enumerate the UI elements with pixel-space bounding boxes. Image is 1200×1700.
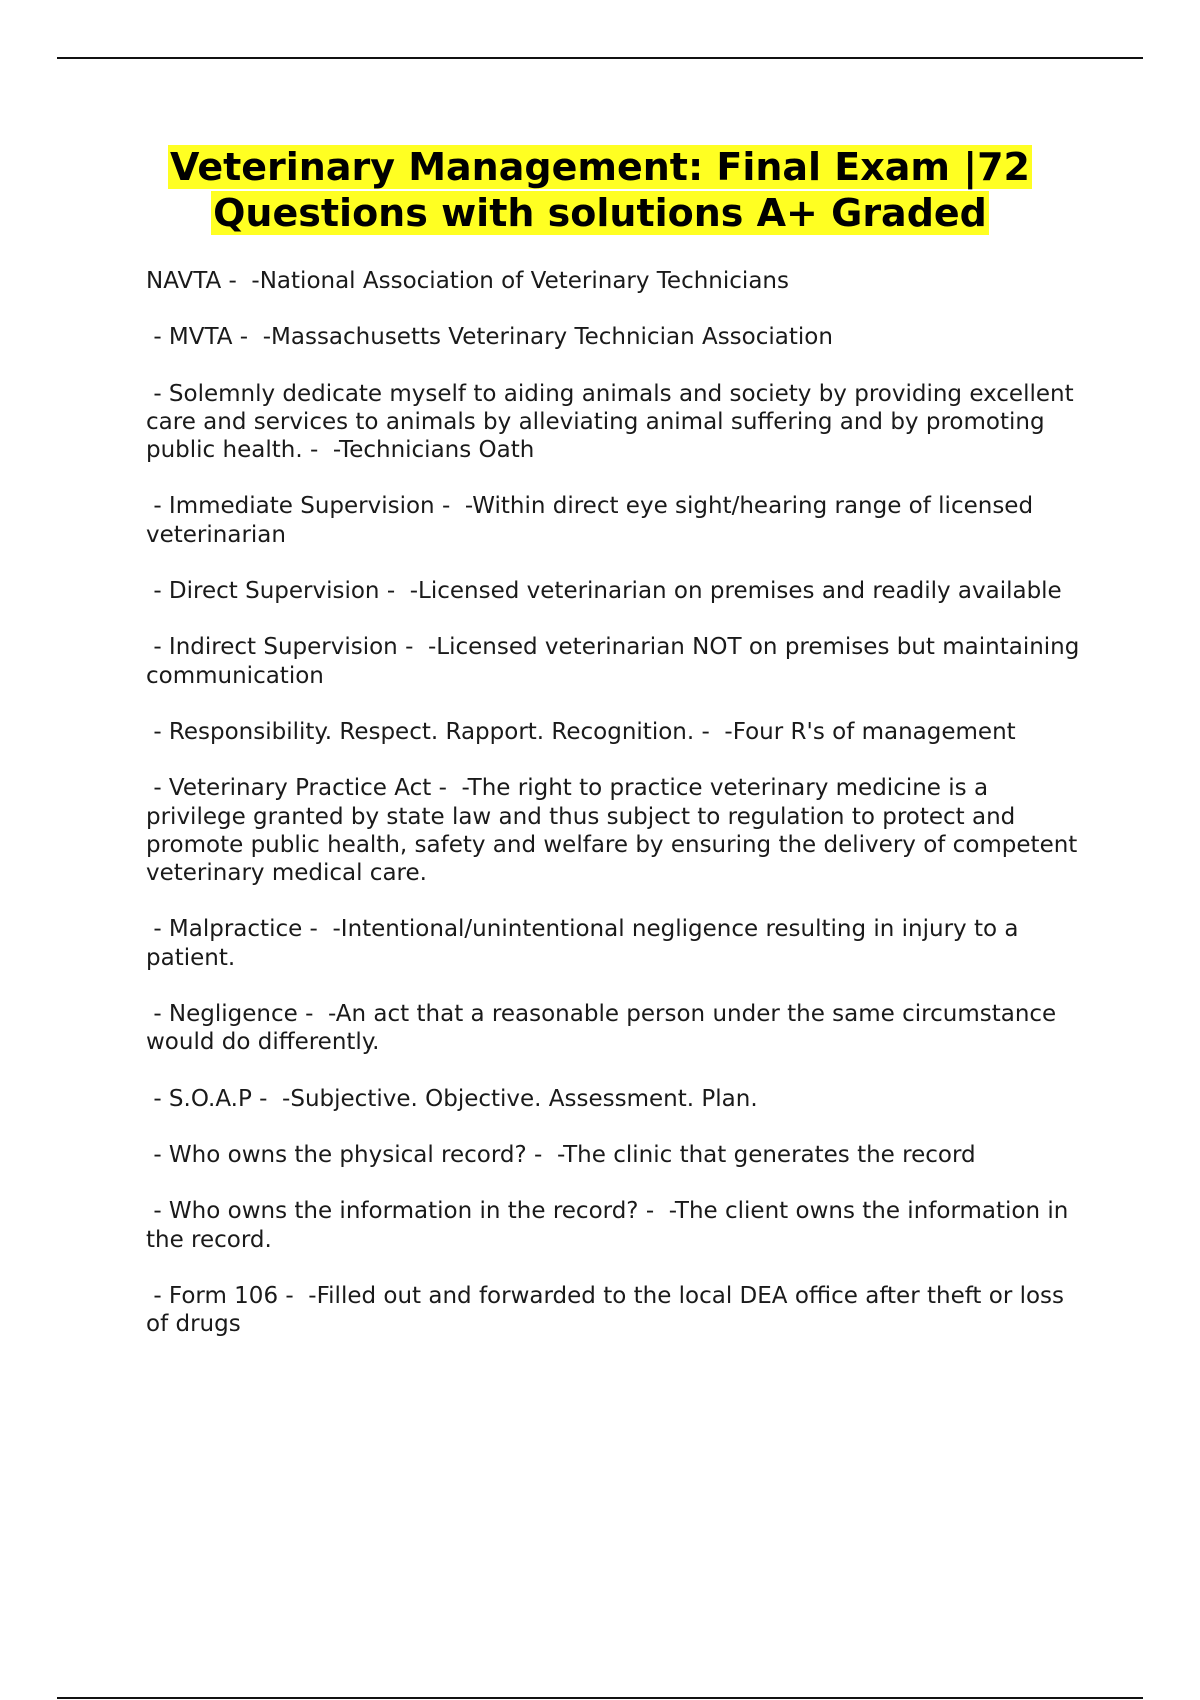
top-rule	[57, 57, 1143, 59]
document-title-block	[120, 144, 1080, 236]
qa-entry: - MVTA - -Massachusetts Veterinary Technician Association	[146, 324, 833, 351]
qa-entry: - Who owns the physical record? - -The clinic that generates the record	[146, 1141, 976, 1168]
qa-list	[146, 267, 1086, 1366]
qa-entry: - Who owns the information in the record? - -The client owns the information in the record.	[146, 1198, 1076, 1253]
title-line-1: Veterinary Management: Final Exam |72	[169, 145, 1030, 189]
bottom-rule	[57, 1697, 1143, 1699]
qa-entry: - Negligence - -An act that a reasonable person under the same circumstance would do differently.	[146, 1001, 1064, 1056]
qa-entry: - Responsibility. Respect. Rapport. Recognition. - -Four R's of management	[146, 718, 1016, 745]
qa-entry: - Malpractice - -Intentional/unintentional negligence resulting in injury to a patient.	[146, 916, 1026, 971]
qa-entry: - Immediate Supervision - -Within direct eye sight/hearing range of licensed veterinarian	[146, 493, 1041, 548]
qa-entry: - Direct Supervision - -Licensed veterinarian on premises and readily available	[146, 578, 1062, 605]
document-title	[120, 144, 1080, 236]
qa-entry: - Veterinary Practice Act - -The right to practice veterinary medicine is a privilege granted by state law and thus subject to regulation to protect and promote public health, safety and welfare by ensuring the delivery of competent veterinary medical care.	[146, 775, 1085, 887]
qa-entry: NAVTA - -National Association of Veterinary Technicians	[146, 268, 789, 294]
title-line-2: Questions with solutions A+ Graded	[213, 191, 987, 235]
qa-entry: - Indirect Supervision - -Licensed veterinarian NOT on premises but maintaining communication	[146, 634, 1087, 689]
qa-entry: - Form 106 - -Filled out and forwarded to the local DEA office after theft or loss of drugs	[146, 1282, 1072, 1338]
qa-entry: - S.O.A.P - -Subjective. Objective. Assessment. Plan.	[146, 1085, 758, 1112]
qa-entry: - Solemnly dedicate myself to aiding animals and society by providing excellent care and services to animals by alleviating animal suffering and by promoting public health. - -Technicians Oath	[146, 380, 1081, 464]
